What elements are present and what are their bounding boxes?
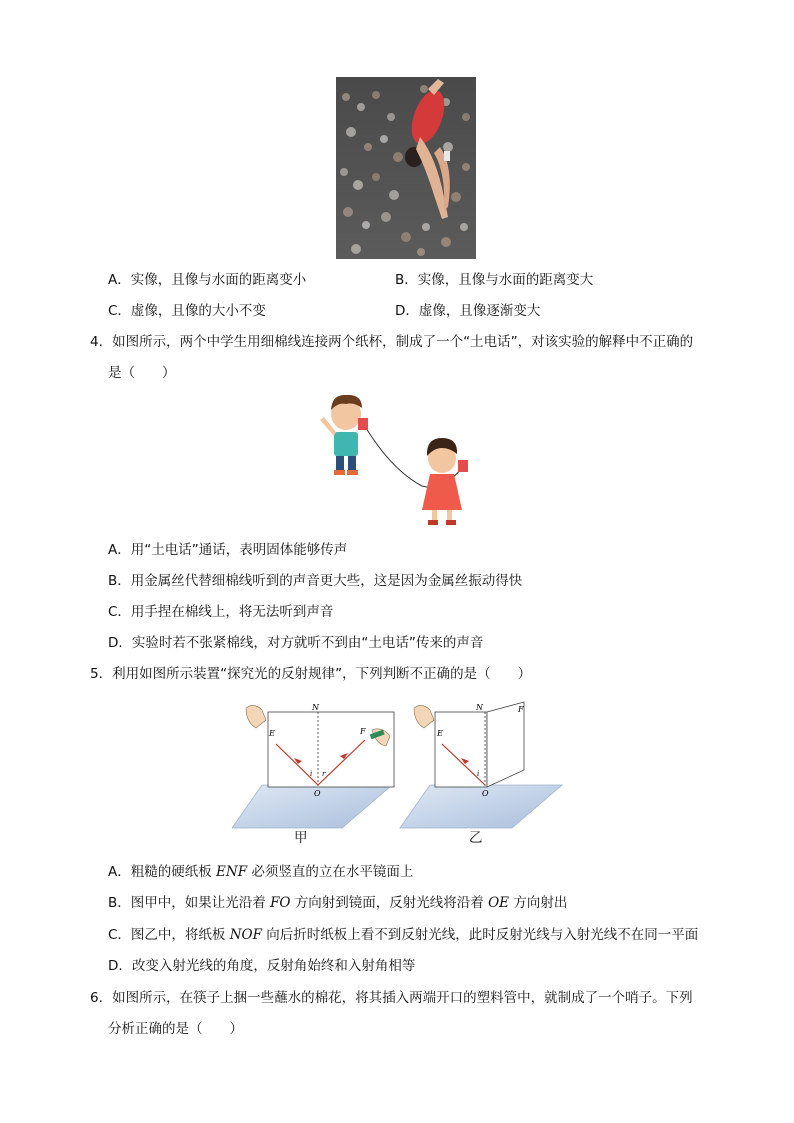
q6-stem-line1: 6．如图所示，在筷子上捆一些蘸水的棉花，将其插入两端开口的塑料管中，就制成了一个哨子。下列 <box>90 990 693 1006</box>
q5-option-b-em2: OE <box>488 895 510 911</box>
q4-stem-line1: 4．如图所示，两个中学生用细棉线连接两个纸杯，制成了一个“土电话”，对该实验的解释中不正确的 <box>90 334 694 350</box>
label-F-left: F <box>360 727 366 736</box>
q3-option-b: B．实像，且像与水面的距离变大 <box>395 272 594 288</box>
q5-option-a-pre: A．粗糙的硬纸板 <box>108 864 217 880</box>
label-O-right: O <box>482 789 489 798</box>
label-O-left: O <box>314 789 321 798</box>
q5-option-c <box>108 925 698 945</box>
q4-option-d: D．实验时若不张紧棉线，对方就听不到由“土电话”传来的声音 <box>108 635 484 651</box>
girl-figure <box>422 438 468 525</box>
label-i-right: i <box>477 770 480 778</box>
diver-photo <box>336 77 476 259</box>
setup-left <box>232 703 394 828</box>
q5-stem: 5．利用如图所示装置“探究光的反射规律”，下列判断不正确的是（ ） <box>90 666 532 682</box>
label-F-right: F <box>518 705 524 714</box>
boy-figure <box>320 395 368 475</box>
q4-option-b: B．用金属丝代替细棉线听到的声音更大些，这是因为金属丝振动得快 <box>108 573 523 589</box>
q5-option-b-pre: B．图甲中，如果让光沿着 <box>108 895 271 911</box>
q5-option-a <box>108 862 413 882</box>
q3-option-c: C．虚像，且像的大小不变 <box>108 303 266 319</box>
label-r-left: r <box>322 770 326 778</box>
q5-option-a-em: ENF <box>216 864 248 880</box>
q5-option-a-post: 必须竖直的立在水平镜面上 <box>247 864 414 880</box>
setup-right <box>400 702 562 828</box>
q5-option-c-pre: C．图乙中，将纸板 <box>108 927 230 943</box>
q3-option-d: D．虚像，且像逐渐变大 <box>395 303 541 319</box>
q3-option-a: A．实像，且像与水面的距离变小 <box>108 272 307 288</box>
q4-stem-line2: 是（ ） <box>108 365 176 381</box>
figure-caption-left: 甲 <box>294 830 308 846</box>
label-i-left: i <box>310 770 313 778</box>
tin-can-phone-svg <box>312 390 492 530</box>
q5-option-b <box>108 893 567 913</box>
tin-can-phone-illustration <box>312 390 492 530</box>
q6-stem-line2: 分析正确的是（ ） <box>108 1021 243 1037</box>
q5-option-b-mid: 方向射到镜面，反射光线将沿着 <box>290 895 489 911</box>
q4-option-a: A．用“土电话”通话，表明固体能够传声 <box>108 542 348 558</box>
reflection-figure-svg <box>232 700 564 850</box>
reflection-experiment-figure <box>232 700 564 850</box>
q5-option-b-post: 方向射出 <box>509 895 568 911</box>
diver-photo-svg <box>336 77 476 259</box>
q4-option-c: C．用手捏在棉线上，将无法听到声音 <box>108 604 334 620</box>
label-E-left: E <box>269 729 275 738</box>
label-E-right: E <box>437 729 443 738</box>
q5-option-c-em: NOF <box>229 927 262 943</box>
q5-option-d: D．改变入射光线的角度，反射角始终和入射角相等 <box>108 958 416 974</box>
label-N-left: N <box>312 703 319 712</box>
q5-option-c-post: 向后折时纸板上看不到反射光线，此时反射光线与入射光线不在同一平面 <box>261 927 699 943</box>
label-N-right: N <box>476 703 483 712</box>
figure-caption-right: 乙 <box>469 830 483 846</box>
q5-option-b-em1: FO <box>270 895 291 911</box>
